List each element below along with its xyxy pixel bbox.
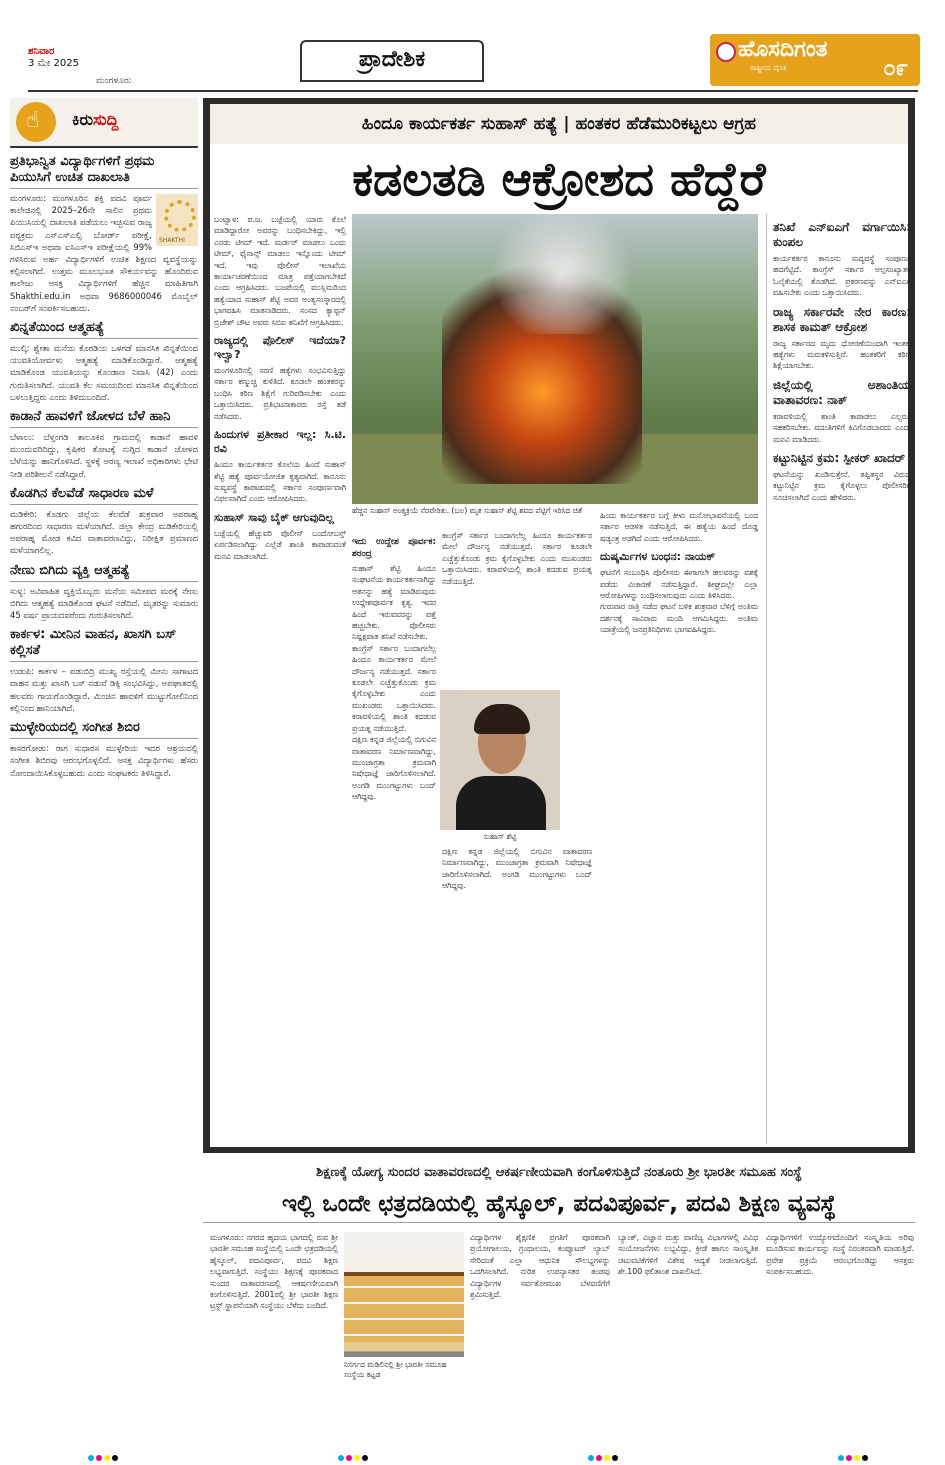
page-header bbox=[0, 0, 945, 92]
magenta-dot bbox=[346, 1455, 352, 1461]
brief-item bbox=[10, 154, 198, 314]
cyan-dot bbox=[88, 1455, 94, 1461]
briefs-column bbox=[10, 98, 198, 1443]
feature-column-4 bbox=[766, 1232, 914, 1438]
brief-body: ಮಂಗಳೂರು: ಮಂಗಳೂರಿನ ಶಕ್ತಿ ಪದವಿ ಪೂರ್ವ ಕಾಲೇಜಿನಲ್ಲಿ 2025–26ನೇ ಸಾಲಿನ ಪ್ರಥಮ ಪಿಯುಸಿಯಲ್ಲಿ ದಾಖಲಾತಿ ಪಡೆಯಲು ಇಚ್ಛಿಸುವ ರಾಜ್ಯ ಪಠ್ಯಕ್ರಮ ಎಸ್ಎಸ್ಎಲ್ಸಿ ಬೋರ್ಡ್ ಪರೀಕ್ಷೆ, ಸಿಬಿಎಸ್ಇ ಅಥವಾ ಐಸಿಎಸ್ಇ ಪರೀಕ್ಷೆಯಲ್ಲಿ 99% ಗಳಿಸಿರುವ ಅರ್ಹ ವಿದ್ಯಾರ್ಥಿಗಳಿಗೆ ಉಚಿತ ಶಿಕ್ಷಣದ ವ್ಯವಸ್ಥೆಯನ್ನು ಕಲ್ಪಿಸಲಾಗಿದೆ. ಉತ್ತಮ ಮೂಲಭೂತ ಸೌಕರ್ಯವನ್ನು ಹೊಂದಿರುವ ಕಾಲೇಜು ಆಸಕ್ತ ವಿದ್ಯಾರ್ಥಿಗಳಿಗೆ ಹೆಚ್ಚಿನ ಮಾಹಿತಿಗಾಗಿ Shakthi.edu.in ಅಥವಾ 9686000046 ಮೊಬೈಲ್ ನಂಬರ್‌ಗೆ ಸಂಪರ್ಕಿಸಬಹುದು. bbox=[10, 193, 198, 313]
cyan-dot bbox=[588, 1455, 594, 1461]
brief-item bbox=[10, 563, 198, 622]
cremation-photo bbox=[352, 214, 758, 504]
sun-logo-icon bbox=[716, 42, 736, 62]
yellow-dot bbox=[604, 1455, 610, 1461]
lead-headline: ಕಡಲತಡಿ ಆಕ್ರೋಶದ ಹೆದ್ದೆರೆ bbox=[352, 152, 766, 206]
brief-headline: ಮುಳ್ಳೇರಿಯದಲ್ಲಿ ಸಂಗೀತ ಶಿಬಿರ bbox=[10, 720, 198, 739]
feature-body: ವಿದ್ಯಾರ್ಥಿಗಳ ಶೈಕ್ಷಣಿಕ ಪ್ರಗತಿಗೆ ಪೂರಕವಾಗಿ ಪ್ರಯೋಗಾಲಯ, ಗ್ರಂಥಾಲಯ, ಕಂಪ್ಯೂಟರ್ ಲ್ಯಾಬ್ ಸೇರಿದಂತೆ ಎಲ್ಲಾ ಆಧುನಿಕ ಸೌಲಭ್ಯಗಳನ್ನು ಒದಗಿಸಲಾಗಿದೆ. ನುರಿತ ಉಪನ್ಯಾಸಕರ ತಂಡವು ವಿದ್ಯಾರ್ಥಿಗಳ ಸರ್ವತೋಮುಖ ಬೆಳವಣಿಗೆಗೆ ಶ್ರಮಿಸುತ್ತಿದೆ. bbox=[470, 1233, 610, 1300]
lead-reactions-column bbox=[766, 214, 911, 1144]
brief-item bbox=[10, 409, 198, 480]
briefs-title-a: ಕಿರು bbox=[72, 110, 94, 129]
feature-column-2 bbox=[470, 1232, 610, 1438]
brief-headline: ಕಾರ್ಕಳ: ಮೀನಿನ ವಾಹನ, ಖಾಸಗಿ ಬಸ್ ಕಲ್ಲಿಸತೆ bbox=[10, 627, 198, 662]
yellow-dot bbox=[854, 1455, 860, 1461]
brief-item bbox=[10, 627, 198, 714]
brief-body: ಉಡುಪಿ: ಕಾರ್ಕಳ – ಪಡುಬಿದ್ರಿ ಮುಖ್ಯ ರಸ್ತೆಯಲ್ಲಿ ಮೀನು ಸಾಗಾಟದ ವಾಹನ ಮತ್ತು ಖಾಸಗಿ ಬಸ್ ನಡುವೆ ಡಿಕ್ಕಿ ಸಂಭವಿಸಿದ್ದು, ಅಪಘಾತದಲ್ಲಿ ಹಲವರು ಗಾಯಗೊಂಡಿದ್ದಾರೆ. ಮಿಂಚಿನ ಹಾವಳಿಗೆ ಮುಟ್ಟುಗೋಲಿನಿಂದ ಕಲ್ಲಿನಿಂದ ಹಾನಿಯಾಗಿದೆ. bbox=[10, 666, 198, 713]
lead-column-3 bbox=[600, 510, 758, 1144]
lead-body: ಹಿಂದೂ ಕಾರ್ಯಕರ್ತರ ಕೊಲೆಯ ಹಿಂದೆ ಸುಹಾಸ್ ಶೆಟ್ಟಿ ಹತ್ಯೆ ಪೂರ್ವಯೋಜಿತ ಕೃತ್ಯವಾಗಿದೆ. ಕಾನೂನು ಸುವ್ಯವಸ್ಥೆ ಕಾಪಾಡುವಲ್ಲಿ ಸರ್ಕಾರ ಸಂಪೂರ್ಣವಾಗಿ ವಿಫಲವಾಗಿದೆ ಎಂದು ಆರೋಪಿಸಿದರು. bbox=[214, 460, 346, 504]
shakthi-sun-icon bbox=[164, 200, 196, 232]
brief-headline: ಕೊಡಗಿನ ಕೆಲವೆಡೆ ಸಾಧಾರಣ ಮಳೆ bbox=[10, 486, 198, 505]
lead-column-2b bbox=[442, 530, 592, 686]
magenta-dot bbox=[96, 1455, 102, 1461]
lead-subhead: ಹಿಂದುಗಳ ಪ್ರತೀಕಾರ ಇಲ್ಲ: ಸಿ.ಟಿ. ರವಿ bbox=[214, 428, 346, 456]
yellow-dot bbox=[354, 1455, 360, 1461]
brief-headline: ನೇಣು ಬಿಗಿದು ವ್ಯಕ್ತಿ ಆತ್ಮಹತ್ಯೆ bbox=[10, 563, 198, 582]
reaction-headline: ಜಿಲ್ಲೆಯಲ್ಲಿ ಅಶಾಂತಿಯ ವಾತಾವರಣ: ನಾಕ್ bbox=[773, 377, 911, 407]
lead-body: ಘಟನೆಗೆ ಸಂಬಂಧಿಸಿ ಪೊಲೀಸರು ಈಗಾಗಲೇ ಹಲವರನ್ನು ವಶಕ್ಕೆ ಪಡೆದು ವಿಚಾರಣೆ ನಡೆಸುತ್ತಿದ್ದಾರೆ. ಶೀಘ್ರದಲ್ಲೇ ಎಲ್ಲಾ ಆರೋಪಿಗಳನ್ನು ಬಂಧಿಸಲಾಗುವುದು ಎಂದು ತಿಳಿಸಿದರು. bbox=[600, 568, 758, 601]
registration-marks bbox=[88, 1446, 120, 1454]
portrait-hair bbox=[474, 704, 530, 734]
yellow-dot bbox=[104, 1455, 110, 1461]
lead-body: ಬಜ್ಪೆಯಲ್ಲಿ ಹೆಚ್ಚುವರಿ ಪೊಲೀಸ್ ಬಂದೋಬಸ್ತ್ ಏರ್ಪಡಿಸಲಾಗಿದ್ದು ಎಲ್ಲೆಡೆ ಶಾಂತಿ ಕಾಪಾಡುವಂತೆ ಮನವಿ ಮಾಡಲಾಗಿದೆ. bbox=[214, 528, 346, 561]
shakthi-logo bbox=[156, 194, 198, 246]
lead-body: ಹಿಂದು ಕಾರ್ಯಕರ್ತರ ಬಗ್ಗೆ ಕೀಳು ಮನೋಭಾವನೆಯಲ್ಲಿ ಬಂದ ಸರ್ಕಾರ ಆಡಳಿತ ನಡೆಸುತ್ತಿದೆ. ಈ ಹತ್ಯೆಯ ಹಿಂದೆ ದೊಡ್ಡ ಷಡ್ಯಂತ್ರ ಅಡಗಿದೆ ಎಂದು ಆರೋಪಿಸಿದರು. bbox=[600, 511, 758, 543]
reaction-body: ಘಟನೆಯನ್ನು ಖಂಡಿಸುತ್ತೇನೆ. ತಪ್ಪಿತಸ್ಥರ ವಿರುದ್ಧ ಕಟ್ಟುನಿಟ್ಟಿನ ಕ್ರಮ ಕೈಗೊಳ್ಳಲು ಪೊಲೀಸರಿಗೆ ಸೂಚಿಸಲಾಗಿದೆ ಎಂದು ಹೇಳಿದರು. bbox=[773, 470, 911, 502]
reaction-headline: ರಾಜ್ಯ ಸರ್ಕಾರವೇ ನೇರ ಕಾರಣ: ಶಾಸಕ ಕಾಮತ್ ಆಕ್ರೋಶ bbox=[773, 304, 911, 334]
day-label: ಶನಿವಾರ bbox=[28, 46, 55, 57]
reaction-headline: ಕಟ್ಟುನಿಟ್ಟಿನ ಕ್ರಮ: ಸ್ಪೀಕರ್ ಖಾದರ್ bbox=[773, 451, 905, 466]
brief-item bbox=[10, 486, 198, 557]
section-title: ಪ್ರಾದೇಶಿಕ bbox=[300, 40, 484, 82]
black-dot bbox=[362, 1455, 368, 1461]
magenta-dot bbox=[596, 1455, 602, 1461]
victim-portrait bbox=[440, 690, 560, 830]
school-caption: ನಿಸರ್ಗದ ಮಡಿಲಿನಲ್ಲಿ ಶ್ರೀ ಭಾರತೀ ಸಮೂಹ ಸಂಸ್ಥೆಯ ಕಟ್ಟಡ bbox=[344, 1360, 447, 1379]
reaction-body: ರಾಜ್ಯ ಸರ್ಕಾರದ ಮೃದು ಧೋರಣೆಯಿಂದಾಗಿ ಇಂತಹ ಹತ್ಯೆಗಳು ಮರುಕಳಿಸುತ್ತಿವೆ. ಹಂತಕರಿಗೆ ಕಠಿಣ ಶಿಕ್ಷೆಯಾಗಬೇಕು. bbox=[773, 338, 911, 371]
briefs-title bbox=[72, 110, 118, 130]
pointing-hand-icon bbox=[16, 102, 56, 142]
lead-column-2c bbox=[442, 846, 592, 1144]
registration-marks bbox=[338, 1446, 370, 1454]
briefs-title-b: ಸುದ್ದಿ bbox=[93, 110, 119, 129]
lead-body: ಕಾಂಗ್ರೆಸ್ ಸರ್ಕಾರ ಬಂದಾಗಲೆಲ್ಲ ಹಿಂದೂ ಕಾರ್ಯಕರ್ತರ ಮೇಲೆ ದೌರ್ಜನ್ಯ ನಡೆಯುತ್ತದೆ. ಸರ್ಕಾರ ಕೂಡಲೇ ಎಚ್ಚೆತ್ತುಕೊಂಡು ಕ್ರಮ ಕೈಗೊಳ್ಳಬೇಕು ಎಂದು ಮುಖಂಡರು ಒತ್ತಾಯಿಸಿದರು. ಕರಾವಳಿಯಲ್ಲಿ ಶಾಂತಿ ಕದಡುವ ಪ್ರಯತ್ನ ನಡೆಯುತ್ತಿದೆ. bbox=[352, 643, 436, 733]
feature-body: ಬ್ಯಾಂಕ್, ವಿಜ್ಞಾನ ಮತ್ತು ವಾಣಿಜ್ಯ ವಿಭಾಗಗಳಲ್ಲಿ ವಿವಿಧ ಸಂಯೋಜನೆಗಳು ಲಭ್ಯವಿದ್ದು, ಕ್ರೀಡೆ ಹಾಗೂ ಸಾಂಸ್ಕೃತಿಕ ಚಟುವಟಿಕೆಗಳಿಗೆ ವಿಶೇಷ ಆದ್ಯತೆ ನೀಡಲಾಗುತ್ತಿದೆ. ಶೇ.100 ಫಲಿತಾಂಶ ದಾಖಲಿಸಿದೆ. bbox=[618, 1233, 758, 1277]
lead-body: ಸುಹಾಸ್ ಶೆಟ್ಟಿ ಹಿಂದೂ ಸಂಘಟನೆಯ ಕಾರ್ಯಕರ್ತನಾಗಿದ್ದು ಆತನನ್ನು ಹತ್ಯೆ ಮಾಡಿರುವುದು ಉದ್ದೇಶಪೂರ್ವಕ ಕೃತ್ಯ. ಇದರ ಹಿಂದೆ ಇರುವವರನ್ನು ಪತ್ತೆ ಹಚ್ಚಬೇಕು. ಪೊಲೀಸರು ನಿಷ್ಪಕ್ಷಪಾತ ತನಿಖೆ ನಡೆಸಬೇಕು. bbox=[352, 564, 436, 642]
brand-name: ಹೊಸದಿಗಂತ bbox=[738, 37, 828, 62]
feature-body: ಮಂಗಳೂರು: ನಗರದ ಹೃದಯ ಭಾಗದಲ್ಲಿ ರುವ ಶ್ರೀ ಭಾರತೀ ಸಮೂಹ ಸಂಸ್ಥೆಯಲ್ಲಿ ಒಂದೇ ಛತ್ರದಡಿಯಲ್ಲಿ ಹೈಸ್ಕೂಲ್, ಪದವಿಪೂರ್ವ, ಪದವಿ ಶಿಕ್ಷಣ ಲಭ್ಯವಾಗುತ್ತಿದೆ. ಸಂಸ್ಥೆಯು ಶಿಕ್ಷಣಕ್ಕೆ ಪೂರಕವಾದ ಸುಂದರ ವಾತಾವರಣದಲ್ಲಿ ಆಕರ್ಷಣೀಯವಾಗಿ ಕಂಗೊಳಿಸುತ್ತಿದೆ. 2001ರಲ್ಲಿ ಶ್ರೀ ಭಾರತೀ ಶಿಕ್ಷಣ ಟ್ರಸ್ಟ್ ಸ್ಥಾಪನೆಯಾಗಿ ಸಂಸ್ಥೆಯು ಬೆಳೆದು ಬಂದಿದೆ. bbox=[210, 1233, 338, 1311]
cyan-dot bbox=[338, 1455, 344, 1461]
registration-marks bbox=[588, 1446, 620, 1454]
reaction-body: ಕಾರ್ಯಕರ್ತರ ಕಾನೂನು ಸುವ್ಯವಸ್ಥೆ ಸಂಪೂರ್ಣ ಹದಗೆಟ್ಟಿದೆ. ಕಾಂಗ್ರೆಸ್ ಸರ್ಕಾರ ಅಲ್ಪಸಂಖ್ಯಾತರ ಓಲೈಕೆಯಲ್ಲಿ ತೊಡಗಿದೆ. ಪ್ರಕರಣವನ್ನು ಎನ್ಐಎಗೆ ವಹಿಸಬೇಕು ಎಂದು ಒತ್ತಾಯಿಸಿದರು. bbox=[773, 254, 911, 298]
lead-body: ಮಂಗಳೂರಿನಲ್ಲಿ ಸರಣಿ ಹತ್ಯೆಗಳು ಸಂಭವಿಸುತ್ತಿದ್ದು ಸರ್ಕಾರ ಕಣ್ಮುಚ್ಚಿ ಕುಳಿತಿದೆ. ಕೂಡಲೇ ಹಂತಕರನ್ನು ಬಂಧಿಸಿ ಕಠಿಣ ಶಿಕ್ಷೆಗೆ ಗುರಿಪಡಿಸಬೇಕು ಎಂದು ಒತ್ತಾಯಿಸಿದರು. ಪ್ರತಿಭಟನಾಕಾರರು ರಸ್ತೆ ತಡೆ ನಡೆಸಿದರು. bbox=[214, 366, 346, 421]
feature-column-3 bbox=[618, 1232, 758, 1438]
feature-kicker: ಶಿಕ್ಷಣಕ್ಕೆ ಯೋಗ್ಯ ಸುಂದರ ವಾತಾವರಣದಲ್ಲಿ ಆಕರ್ಷಣೀಯವಾಗಿ ಕಂಗೊಳಿಸುತ್ತಿದೆ ನಂತೂರು ಶ್ರೀ ಭಾರತೀ ಸಮೂಹ ಸಂಸ್ಥೆ bbox=[316, 1165, 802, 1180]
brief-body: ಕಾಸರಗೋಡು: ರಾಗ ಸುಧಾರಸ ಮುಳ್ಳೇರಿಯ ಇದರ ಆಶ್ರಯದಲ್ಲಿ ಸಂಗೀತ ಶಿಬಿರವು ಆರಂಭಗೊಳ್ಳಲಿದೆ. ಆಸಕ್ತ ವಿದ್ಯಾರ್ಥಿಗಳು ಹೆಸರು ನೋಂದಾಯಿಸಿಕೊಳ್ಳಬಹುದು ಎಂದು ಸಂಘಟಕರು ತಿಳಿಸಿದ್ದಾರೆ. bbox=[10, 743, 198, 778]
magenta-dot bbox=[846, 1455, 852, 1461]
lead-body: ಗುರುವಾರ ರಾತ್ರಿ ನಡೆದ ಘಟನೆ ಬಳಿಕ ಶುಕ್ರವಾರ ಬೆಳಿಗ್ಗೆ ಅಂತಿಮ ದರ್ಶನಕ್ಕೆ ಸಾವಿರಾರು ಮಂದಿ ಆಗಮಿಸಿದ್ದರು. ಅಂತಿಮ ಯಾತ್ರೆಯಲ್ಲಿ ಜನಪ್ರತಿನಿಧಿಗಳು ಭಾಗವಹಿಸಿದ್ದರು. bbox=[600, 602, 758, 635]
black-dot bbox=[612, 1455, 618, 1461]
shakthi-label: SHAKTHI bbox=[159, 237, 185, 244]
lead-subhead: ಸುಹಾಸ್ ಸಾವು ಬೈಕ್ ಆಗುವುದಿಲ್ಲ bbox=[214, 510, 334, 524]
brand-tagline: ರಾಷ್ಟ್ರೀಯ ದೈನಿಕ bbox=[750, 64, 787, 72]
feature-body: ವಿದ್ಯಾರ್ಥಿಗಳಿಗೆ ಉದ್ಯೋಗದೊಂದಿಗೆ ಸಂಸ್ಕೃತಿಯ ಅರಿವು ಮೂಡಿಸುವ ಕಾರ್ಯವನ್ನು ಸಂಸ್ಥೆ ನಿರಂತರವಾಗಿ ಮಾಡುತ್ತಿದೆ. ಪ್ರವೇಶ ಪ್ರಕ್ರಿಯೆ ಆರಂಭಗೊಂಡಿದ್ದು ಆಸಕ್ತರು ಸಂಪರ್ಕಿಸಬಹುದು. bbox=[766, 1233, 914, 1277]
lead-body: ದಕ್ಷಿಣ ಕನ್ನಡ ಜಿಲ್ಲೆಯಲ್ಲಿ ಬಿಗುವಿನ ವಾತಾವರಣ ನಿರ್ಮಾಣವಾಗಿದ್ದು, ಮುಂಜಾಗ್ರತಾ ಕ್ರಮವಾಗಿ ನಿಷೇಧಾಜ್ಞೆ ಜಾರಿಗೊಳಿಸಲಾಗಿದೆ. ಅಂಗಡಿ ಮುಂಗಟ್ಟುಗಳು ಬಂದ್ ಆಗಿದ್ದವು. bbox=[352, 735, 436, 802]
brief-item bbox=[10, 720, 198, 779]
brief-headline: ಪ್ರತಿಭಾನ್ವಿತ ವಿದ್ಯಾರ್ಥಿಗಳಿಗೆ ಪ್ರಥಮ ಪಿಯುಸಿಗೆ ಉಚಿತ ದಾಖಲಾತಿ bbox=[10, 154, 198, 189]
lead-subhead: ದುಷ್ಕರ್ಮಿಗಳ ಬಂಧನ: ನಾಯಕ್ bbox=[600, 550, 716, 564]
portrait-caption: ಸುಹಾಸ್ ಶೆಟ್ಟಿ bbox=[483, 832, 517, 841]
brief-body: ಸುಳ್ಯ: ಅವಿವಾಹಿತ ವ್ಯಕ್ತಿಯೊಬ್ಬರು ಮನೆಯ ಸಮೀಪದ ಮರಕ್ಕೆ ನೇಣು ಬಿಗಿದು ಆತ್ಮಹತ್ಯೆ ಮಾಡಿಕೊಂಡ ಘಟನೆ ನಡೆದಿದೆ. ಮೃತರನ್ನು ಸುಮಾರು 45 ವರ್ಷ ಪ್ರಾಯದವರೆಂದು ಗುರುತಿಸಲಾಗಿದೆ. bbox=[10, 585, 198, 621]
brief-headline: ಖಿನ್ನತೆಯಿಂದ ಆತ್ಮಹತ್ಯೆ bbox=[10, 320, 198, 339]
school-photo bbox=[344, 1232, 464, 1357]
black-dot bbox=[112, 1455, 118, 1461]
feature-column-1 bbox=[210, 1232, 338, 1438]
date-label: 3 ಮೇ 2025 bbox=[28, 58, 79, 69]
brief-item bbox=[10, 320, 198, 403]
reaction-headline: ತನಿಖೆ ಎನ್ಐಎಗೆ ವರ್ಗಾಯಿಸಿ: ಕುಂಪಲ bbox=[773, 220, 911, 249]
lead-column-1 bbox=[214, 214, 346, 1144]
photo-caption: ಹೆಚ್ಚಿನ ಸುಹಾಸ್ ಅಂತ್ಯಕ್ರಿಯೆ ನೆರವೇರಿತು. (ಬಲ) ಮೃತ ಸುಹಾಸ್ ಶೆಟ್ಟಿ ಶವದ ಪೆಟ್ಟಿಗೆ ಇರಿಸಿದ ಚಿತೆ bbox=[352, 506, 583, 515]
header-rule bbox=[28, 90, 918, 92]
brief-body: ಮಡಿಕೇರಿ: ಕೊಡಗು ಜಿಲ್ಲೆಯ ಕೆಲವೆಡೆ ಶುಕ್ರವಾರ ಅಪರಾಹ್ನ ಹಗುರದಿಂದ ಸಾಧಾರಣ ಮಳೆಯಾಗಿದೆ. ಜಿಲ್ಲಾ ಕೇಂದ್ರ ಮಡಿಕೇರಿಯಲ್ಲಿ ಅಪರಾಹ್ನ ಮೋಡ ಕವಿದ ವಾತಾವರಣವಿದ್ದು, ನಿರೀಕ್ಷಿತ ಪ್ರಮಾಣದ ಮಳೆಯಾಗಲಿಲ್ಲ. bbox=[10, 508, 198, 556]
lead-kicker: ಹಿಂದೂ ಕಾರ್ಯಕರ್ತ ಸುಹಾಸ್ ಹತ್ಯೆ | ಹಂತಕರ ಹೆಡೆಮುರಿಕಟ್ಟಲು ಆಗ್ರಹ bbox=[210, 104, 908, 144]
school-building bbox=[344, 1272, 464, 1342]
school-roof bbox=[344, 1272, 464, 1276]
portrait-body bbox=[456, 776, 546, 830]
newspaper-logo bbox=[710, 34, 920, 86]
black-dot bbox=[862, 1455, 868, 1461]
brief-body: ಬೆಳಾಲು: ಬೆಳ್ತಂಗಡಿ ತಾಲೂಕಿನ ಗ್ರಾಮದಲ್ಲಿ ಕಾಡಾನೆ ಹಾವಳಿ ಮುಂದುವರಿದಿದ್ದು, ಕೃಷಿಕರ ತೋಟಕ್ಕೆ ನುಗ್ಗಿದ ಕಾಡಾನೆ ಜೋಳದ ಬೆಳೆಯನ್ನು ಹಾನಿಗೊಳಿಸಿದೆ. ಸ್ಥಳಕ್ಕೆ ಅರಣ್ಯ ಇಲಾಖೆ ಅಧಿಕಾರಿಗಳು ಭೇಟಿ ನೀಡಿ ಪರಿಶೀಲನೆ ನಡೆಸಿದ್ದಾರೆ. bbox=[10, 432, 198, 479]
lead-subhead: ರಾಜ್ಯದಲ್ಲಿ ಪೊಲೀಸ್ ಇದೆಯಾ? ಇಲ್ವಾ? bbox=[214, 334, 346, 362]
city-label: ಮಂಗಳೂರು bbox=[96, 76, 132, 86]
date-block bbox=[28, 46, 79, 70]
reaction-body: ಕರಾವಳಿಯಲ್ಲಿ ಶಾಂತಿ ಕಾಪಾಡಲು ಎಲ್ಲರೂ ಸಹಕರಿಸಬೇಕು. ವದಂತಿಗಳಿಗೆ ಕಿವಿಗೊಡಬಾರದು ಎಂದು ಮನವಿ ಮಾಡಿದರು. bbox=[773, 411, 911, 444]
cyan-dot bbox=[838, 1455, 844, 1461]
briefs-header bbox=[10, 98, 198, 148]
brief-headline: ಕಾಡಾನೆ ಹಾವಳಿಗೆ ಜೋಳದ ಬೆಳೆ ಹಾನಿ bbox=[10, 409, 198, 428]
feature-headline: ಇಲ್ಲಿ ಒಂದೇ ಛತ್ರದಡಿಯಲ್ಲಿ ಹೈಸ್ಕೂಲ್, ಪದವಿಪೂರ್ವ, ಪದವಿ ಶಿಕ್ಷಣ ವ್ಯವಸ್ಥೆ bbox=[203, 1186, 915, 1223]
pyre-smoke bbox=[482, 214, 642, 334]
lead-column-2 bbox=[352, 530, 436, 1144]
lead-subhead: ಇದು ಉದ್ದೇಶ ಪೂರ್ವಕ: ಶರಂದ್ರ bbox=[352, 537, 436, 559]
lead-body: ಕಾಂಗ್ರೆಸ್ ಸರ್ಕಾರ ಬಂದಾಗಲೆಲ್ಲ ಹಿಂದೂ ಕಾರ್ಯಕರ್ತರ ಮೇಲೆ ದೌರ್ಜನ್ಯ ನಡೆಯುತ್ತದೆ. ಸರ್ಕಾರ ಕೂಡಲೇ ಎಚ್ಚೆತ್ತುಕೊಂಡು ಕ್ರಮ ಕೈಗೊಳ್ಳಬೇಕು ಎಂದು ಮುಖಂಡರು ಒತ್ತಾಯಿಸಿದರು. ಕರಾವಳಿಯಲ್ಲಿ ಶಾಂತಿ ಕದಡುವ ಪ್ರಯತ್ನ ನಡೆಯುತ್ತಿದೆ. bbox=[442, 531, 592, 586]
page-number: ೦೯ bbox=[883, 56, 908, 81]
registration-marks bbox=[838, 1446, 870, 1454]
brief-body: ಮುಲ್ಕಿ: ಶ್ವೇತಾ ಮನೆಯ ಕೊಠಡಿಯ ಒಳಗಡೆ ಮಾನಸಿಕ ಖಿನ್ನತೆಯಿಂದ ಯುವತಿಯೋರ್ವಳು ಆತ್ಮಹತ್ಯೆ ಮಾಡಿಕೊಂಡಿದ್ದಾರೆ. ಆತ್ಮಹತ್ಯೆ ಮಾಡಿಕೊಂಡ ಯುವತಿಯನ್ನು ಕೊಂಡಾಣ ನಿವಾಸಿ (42) ಎಂದು ಗುರುತಿಸಲಾಗಿದೆ. ಯುವತಿ ಕೆಲ ಸಮಯದಿಂದ ಮಾನಸಿಕ ಖಿನ್ನತೆಯಿಂದ ಬಳಲುತ್ತಿದ್ದರು ಎಂದು ತಿಳಿದುಬಂದಿದೆ. bbox=[10, 343, 198, 402]
lead-body: ಬಂಟ್ವಾಳ: ಪ.ಜ. ಬಜ್ಪೆಯಲ್ಲಿ ಯಾರು ಕೊಲೆ ಮಾಡಿದ್ದಾರೋ ಅವರನ್ನು ಬಂಧಿಸಬೇಕಿದ್ದು, ಇಲ್ಲಿ ಎರಡು ಟೀಮ್ ಇದೆ. ಮರ್ಡರ್ ಮಾಡಲು ಒಂದು ಟೀಮ್, ಫೈನಾನ್ಸ್ ಮಾಡಲು ಇನ್ನೊಂದು ಟೀಮ್ ಇದೆ. ಇವು ಪೊಲೀಸ್ ಇಲಾಖೆಯ ಕಾರ್ಯಾಚರಣೆಯಿಂದ ಮಾತ್ರ ಪತ್ತೆಯಾಗಬೇಕಿದೆ ಎಂದು ಆಗ್ರಹಿಸಿದರು. ಬಜಪೆಯಲ್ಲಿ ಮುಸ್ಲಿಮರಿಂದ ಹತ್ಯೆಯಾದ ಸುಹಾಸ್ ಶೆಟ್ಟಿ ಅವರ ಅಂತ್ಯಸಂಸ್ಕಾರದಲ್ಲಿ ಭಾಗವಹಿಸಿ ಮಾತನಾಡಿದರು. ಸಂಸದ ಕ್ಯಾಪ್ಟನ್ ಬ್ರಿಜೇಶ್ ಚೌಟ ಅವರು ಸಿಬಿಐ ತನಿಖೆಗೆ ಆಗ್ರಹಿಸಿದರು. bbox=[214, 215, 346, 327]
lead-body: ದಕ್ಷಿಣ ಕನ್ನಡ ಜಿಲ್ಲೆಯಲ್ಲಿ ಬಿಗುವಿನ ವಾತಾವರಣ ನಿರ್ಮಾಣವಾಗಿದ್ದು, ಮುಂಜಾಗ್ರತಾ ಕ್ರಮವಾಗಿ ನಿಷೇಧಾಜ್ಞೆ ಜಾರಿಗೊಳಿಸಲಾಗಿದೆ. ಅಂಗಡಿ ಮುಂಗಟ್ಟುಗಳು ಬಂದ್ ಆಗಿದ್ದವು. bbox=[442, 847, 592, 891]
